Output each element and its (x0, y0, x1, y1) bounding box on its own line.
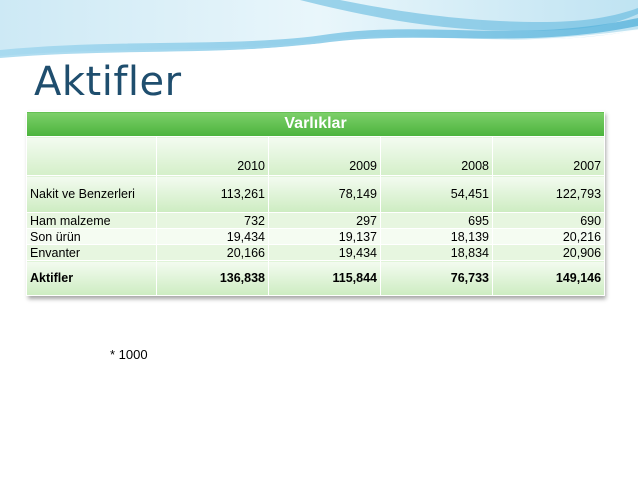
table-cell: 297 (269, 213, 381, 229)
table-row (27, 213, 605, 229)
table-cell: 695 (381, 213, 493, 229)
table-caption: Varlıklar (27, 112, 605, 137)
table-cell: 18,139 (381, 229, 493, 245)
table-cell: 19,434 (269, 245, 381, 261)
table-row (27, 245, 605, 261)
table-cell: 19,434 (157, 229, 269, 245)
table-cell: 78,149 (269, 176, 381, 213)
row-label: Nakit ve Benzerleri (27, 176, 157, 213)
table-cell: 115,844 (269, 261, 381, 296)
table-cell: 20,216 (493, 229, 605, 245)
table-total-row (27, 261, 605, 296)
table-cell: 113,261 (157, 176, 269, 213)
column-header-year: 2010 (157, 137, 269, 176)
row-label: Envanter (27, 245, 157, 261)
footnote: * 1000 (110, 347, 148, 362)
table-cell: 20,166 (157, 245, 269, 261)
slide-title: Aktifler (34, 59, 182, 105)
table-cell: 732 (157, 213, 269, 229)
table-cell: 19,137 (269, 229, 381, 245)
column-header-year: 2009 (269, 137, 381, 176)
table-cell: 122,793 (493, 176, 605, 213)
row-label: Aktifler (27, 261, 157, 296)
table-cell: 136,838 (157, 261, 269, 296)
assets-table (26, 111, 604, 296)
table-cell: 149,146 (493, 261, 605, 296)
table-row (27, 176, 605, 213)
table-cell: 18,834 (381, 245, 493, 261)
row-label: Son ürün (27, 229, 157, 245)
table-cell: 690 (493, 213, 605, 229)
column-header-blank (27, 137, 157, 176)
table-row (27, 229, 605, 245)
table-cell: 54,451 (381, 176, 493, 213)
table-cell: 20,906 (493, 245, 605, 261)
column-header-year: 2007 (493, 137, 605, 176)
table-caption-row (27, 112, 605, 137)
table-header-row (27, 137, 605, 176)
column-header-year: 2008 (381, 137, 493, 176)
row-label: Ham malzeme (27, 213, 157, 229)
table-cell: 76,733 (381, 261, 493, 296)
